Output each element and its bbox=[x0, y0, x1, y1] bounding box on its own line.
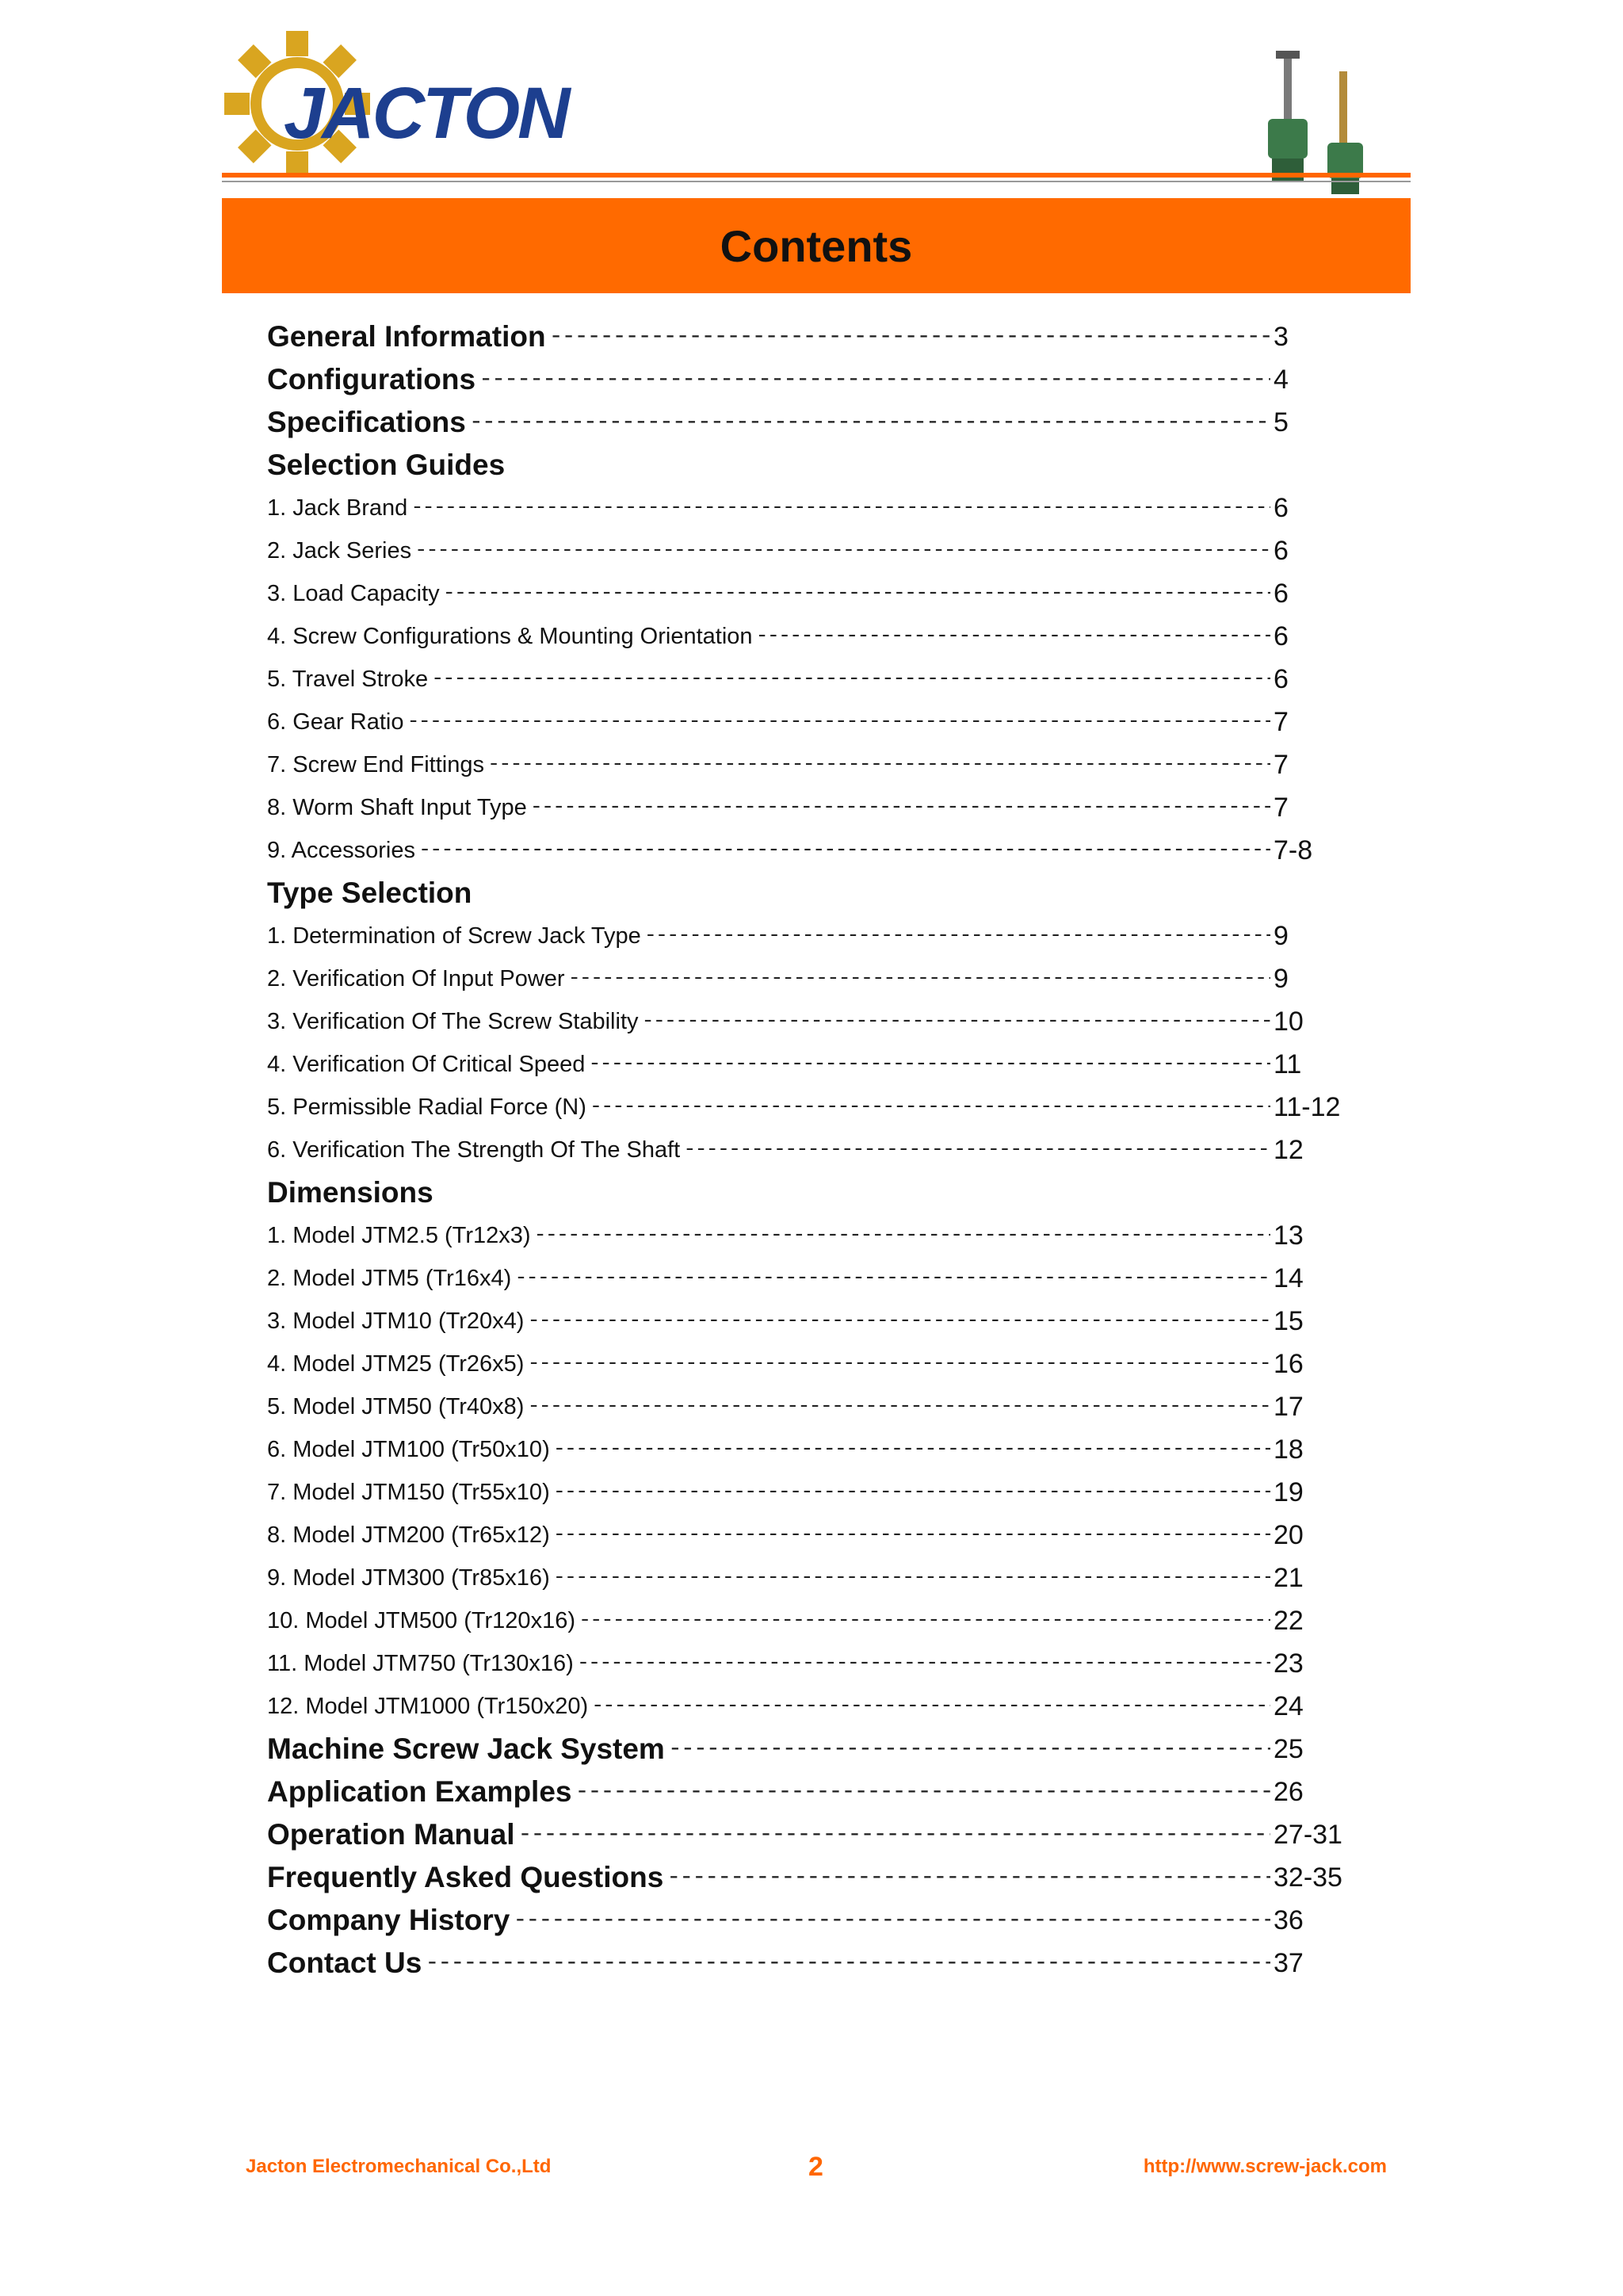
toc-label: 3. Verification Of The Screw Stability bbox=[267, 1008, 639, 1034]
toc-entry-specifications[interactable] bbox=[267, 401, 1361, 444]
toc-entry[interactable] bbox=[267, 915, 1361, 957]
dot-leader bbox=[588, 1052, 1270, 1076]
toc-entry[interactable] bbox=[267, 1471, 1361, 1514]
toc-entry[interactable] bbox=[267, 1642, 1361, 1685]
toc-entry[interactable] bbox=[267, 529, 1361, 572]
toc-label: 1. Determination of Screw Jack Type bbox=[267, 923, 641, 949]
dot-leader bbox=[553, 1438, 1270, 1461]
page-title: Contents bbox=[720, 220, 913, 271]
toc-label: 1. Model JTM2.5 (Tr12x3) bbox=[267, 1222, 531, 1248]
toc-label: General Information bbox=[267, 320, 546, 353]
toc-entry-general-information[interactable] bbox=[267, 315, 1361, 358]
toc-label: 2. Model JTM5 (Tr16x4) bbox=[267, 1265, 512, 1291]
toc-label: 4. Verification Of Critical Speed bbox=[267, 1051, 586, 1077]
toc-label: 6. Model JTM100 (Tr50x10) bbox=[267, 1436, 550, 1462]
toc-entry[interactable] bbox=[267, 1300, 1361, 1343]
toc-page: 17 bbox=[1274, 1391, 1304, 1422]
dot-leader bbox=[514, 1266, 1270, 1290]
toc-page: 6 bbox=[1274, 578, 1289, 609]
toc-page: 22 bbox=[1274, 1605, 1304, 1636]
toc-label: Application Examples bbox=[267, 1775, 572, 1808]
toc-entry[interactable] bbox=[267, 1043, 1361, 1086]
dot-leader bbox=[553, 1566, 1270, 1590]
toc-page: 23 bbox=[1274, 1648, 1304, 1679]
toc-entry[interactable] bbox=[267, 1428, 1361, 1471]
dot-leader bbox=[534, 1224, 1270, 1247]
toc-page: 16 bbox=[1274, 1348, 1304, 1379]
dot-leader bbox=[479, 366, 1270, 393]
dot-leader bbox=[469, 409, 1270, 436]
toc-page: 6 bbox=[1274, 663, 1289, 694]
toc-label: 6. Verification The Strength Of The Shaft bbox=[267, 1137, 681, 1163]
toc-label: Operation Manual bbox=[267, 1818, 515, 1851]
brand-name: JACTON bbox=[284, 73, 568, 154]
footer-page-number: 2 bbox=[808, 2152, 823, 2182]
dot-leader bbox=[414, 539, 1270, 563]
dot-leader bbox=[642, 1010, 1270, 1033]
toc-entry[interactable] bbox=[267, 1214, 1361, 1257]
dot-leader bbox=[527, 1309, 1270, 1333]
toc-label: 4. Screw Configurations & Mounting Orientation bbox=[267, 623, 753, 649]
toc-page: 4 bbox=[1274, 364, 1289, 395]
toc-entry[interactable] bbox=[267, 1599, 1361, 1642]
toc-label: 10. Model JTM500 (Tr120x16) bbox=[267, 1607, 575, 1633]
toc-page: 12 bbox=[1274, 1134, 1304, 1165]
toc-label: 9. Model JTM300 (Tr85x16) bbox=[267, 1564, 550, 1591]
toc-heading-dimensions bbox=[267, 1171, 1361, 1214]
toc-page: 7 bbox=[1274, 792, 1289, 823]
toc-label: 6. Gear Ratio bbox=[267, 709, 404, 735]
toc-label: 4. Model JTM25 (Tr26x5) bbox=[267, 1350, 525, 1377]
dot-leader bbox=[549, 323, 1270, 350]
toc-page: 14 bbox=[1274, 1263, 1304, 1293]
toc-label: 5. Model JTM50 (Tr40x8) bbox=[267, 1393, 525, 1419]
toc-entry[interactable] bbox=[267, 743, 1361, 786]
toc-page: 37 bbox=[1274, 1947, 1304, 1978]
toc-entry[interactable] bbox=[267, 1086, 1361, 1129]
toc-label: Company History bbox=[267, 1904, 510, 1936]
dot-leader bbox=[591, 1694, 1270, 1718]
toc-entry-faq[interactable] bbox=[267, 1856, 1361, 1899]
header-rule bbox=[222, 173, 1411, 178]
toc-entry-operation-manual[interactable] bbox=[267, 1813, 1361, 1856]
section-heading: Selection Guides bbox=[267, 449, 506, 481]
dot-leader bbox=[756, 625, 1270, 648]
toc-entry[interactable] bbox=[267, 1000, 1361, 1043]
header-rule-thin bbox=[222, 181, 1411, 182]
dot-leader bbox=[527, 1352, 1270, 1376]
toc-entry[interactable] bbox=[267, 829, 1361, 872]
toc-label: Configurations bbox=[267, 363, 476, 395]
toc-entry[interactable] bbox=[267, 487, 1361, 529]
toc-label: 3. Model JTM10 (Tr20x4) bbox=[267, 1308, 525, 1334]
toc-label: 5. Travel Stroke bbox=[267, 666, 429, 692]
toc-entry[interactable] bbox=[267, 1129, 1361, 1171]
contents-banner bbox=[222, 198, 1411, 293]
dot-leader bbox=[553, 1480, 1270, 1504]
dot-leader bbox=[644, 924, 1270, 948]
dot-leader bbox=[443, 582, 1270, 606]
toc-entry[interactable] bbox=[267, 1343, 1361, 1385]
toc-label: Frequently Asked Questions bbox=[267, 1861, 664, 1893]
page-header bbox=[222, 24, 1411, 182]
toc-page: 24 bbox=[1274, 1690, 1304, 1721]
dot-leader bbox=[418, 839, 1270, 862]
toc-page: 11 bbox=[1274, 1049, 1302, 1079]
toc-page: 7 bbox=[1274, 749, 1289, 780]
dot-leader bbox=[553, 1523, 1270, 1547]
toc-label: Specifications bbox=[267, 406, 466, 438]
toc-entry[interactable] bbox=[267, 1514, 1361, 1557]
toc-page: 25 bbox=[1274, 1733, 1304, 1764]
toc-label: 11. Model JTM750 (Tr130x16) bbox=[267, 1650, 574, 1676]
toc-page: 5 bbox=[1274, 407, 1289, 437]
toc-entry-machine-screw-jack-system[interactable] bbox=[267, 1728, 1361, 1771]
toc-page: 7-8 bbox=[1274, 835, 1313, 865]
toc-page: 21 bbox=[1274, 1562, 1304, 1593]
toc-label: 2. Verification Of Input Power bbox=[267, 965, 565, 991]
toc-page: 26 bbox=[1274, 1776, 1304, 1807]
table-of-contents bbox=[267, 315, 1361, 1985]
dot-leader bbox=[407, 710, 1270, 734]
dot-leader bbox=[579, 1609, 1270, 1633]
dot-leader bbox=[517, 1821, 1270, 1848]
toc-page: 3 bbox=[1274, 321, 1289, 352]
toc-label: 1. Jack Brand bbox=[267, 495, 408, 521]
toc-label: Contact Us bbox=[267, 1946, 422, 1979]
toc-heading-type-selection bbox=[267, 872, 1361, 915]
dot-leader bbox=[666, 1864, 1270, 1891]
toc-entry[interactable] bbox=[267, 701, 1361, 743]
toc-entry[interactable] bbox=[267, 615, 1361, 658]
toc-page: 13 bbox=[1274, 1220, 1304, 1251]
toc-page: 6 bbox=[1274, 492, 1289, 523]
section-heading: Type Selection bbox=[267, 877, 472, 909]
dot-leader bbox=[668, 1736, 1270, 1763]
toc-entry[interactable] bbox=[267, 1257, 1361, 1300]
dot-leader bbox=[683, 1138, 1270, 1162]
dot-leader bbox=[425, 1950, 1270, 1977]
dot-leader bbox=[575, 1778, 1271, 1805]
dot-leader bbox=[411, 496, 1270, 520]
jacton-logo bbox=[222, 29, 568, 179]
dot-leader bbox=[577, 1652, 1270, 1675]
toc-page: 19 bbox=[1274, 1477, 1304, 1507]
toc-label: 2. Jack Series bbox=[267, 537, 412, 563]
toc-page: 27-31 bbox=[1274, 1819, 1342, 1850]
dot-leader bbox=[513, 1907, 1270, 1934]
toc-page: 7 bbox=[1274, 706, 1289, 737]
dot-leader bbox=[590, 1095, 1270, 1119]
toc-entry[interactable] bbox=[267, 658, 1361, 701]
toc-entry-configurations[interactable] bbox=[267, 358, 1361, 401]
toc-label: 5. Permissible Radial Force (N) bbox=[267, 1094, 586, 1120]
toc-page: 36 bbox=[1274, 1904, 1304, 1935]
toc-label: 9. Accessories bbox=[267, 837, 415, 863]
dot-leader bbox=[530, 796, 1270, 819]
toc-entry[interactable] bbox=[267, 1385, 1361, 1428]
toc-heading-selection-guides bbox=[267, 444, 1361, 487]
toc-page: 11-12 bbox=[1274, 1091, 1341, 1122]
toc-page: 18 bbox=[1274, 1434, 1304, 1465]
toc-page: 6 bbox=[1274, 535, 1289, 566]
toc-entry[interactable] bbox=[267, 572, 1361, 615]
toc-entry[interactable] bbox=[267, 786, 1361, 829]
toc-label: 7. Model JTM150 (Tr55x10) bbox=[267, 1479, 550, 1505]
toc-label: Machine Screw Jack System bbox=[267, 1733, 665, 1765]
toc-entry[interactable] bbox=[267, 1685, 1361, 1728]
toc-page: 32-35 bbox=[1274, 1862, 1342, 1893]
toc-page: 20 bbox=[1274, 1519, 1304, 1550]
toc-label: 3. Load Capacity bbox=[267, 580, 440, 606]
toc-entry-company-history[interactable] bbox=[267, 1899, 1361, 1942]
dot-leader bbox=[431, 667, 1270, 691]
toc-label: 8. Model JTM200 (Tr65x12) bbox=[267, 1522, 550, 1548]
toc-entry-application-examples[interactable] bbox=[267, 1771, 1361, 1813]
dot-leader bbox=[568, 967, 1270, 991]
footer-company: Jacton Electromechanical Co.,Ltd bbox=[246, 2156, 552, 2177]
footer-url-link[interactable]: http://www.screw-jack.com bbox=[1143, 2156, 1387, 2177]
toc-entry[interactable] bbox=[267, 957, 1361, 1000]
toc-entry-contact-us[interactable] bbox=[267, 1942, 1361, 1985]
section-heading: Dimensions bbox=[267, 1176, 433, 1209]
toc-label: 8. Worm Shaft Input Type bbox=[267, 794, 527, 820]
dot-leader bbox=[527, 1395, 1270, 1419]
toc-label: 12. Model JTM1000 (Tr150x20) bbox=[267, 1693, 589, 1719]
toc-page: 6 bbox=[1274, 621, 1289, 651]
toc-page: 10 bbox=[1274, 1006, 1304, 1037]
toc-page: 9 bbox=[1274, 920, 1289, 951]
toc-page: 15 bbox=[1274, 1305, 1304, 1336]
toc-label: 7. Screw End Fittings bbox=[267, 751, 484, 777]
toc-page: 9 bbox=[1274, 963, 1289, 994]
dot-leader bbox=[487, 753, 1270, 777]
toc-entry[interactable] bbox=[267, 1557, 1361, 1599]
